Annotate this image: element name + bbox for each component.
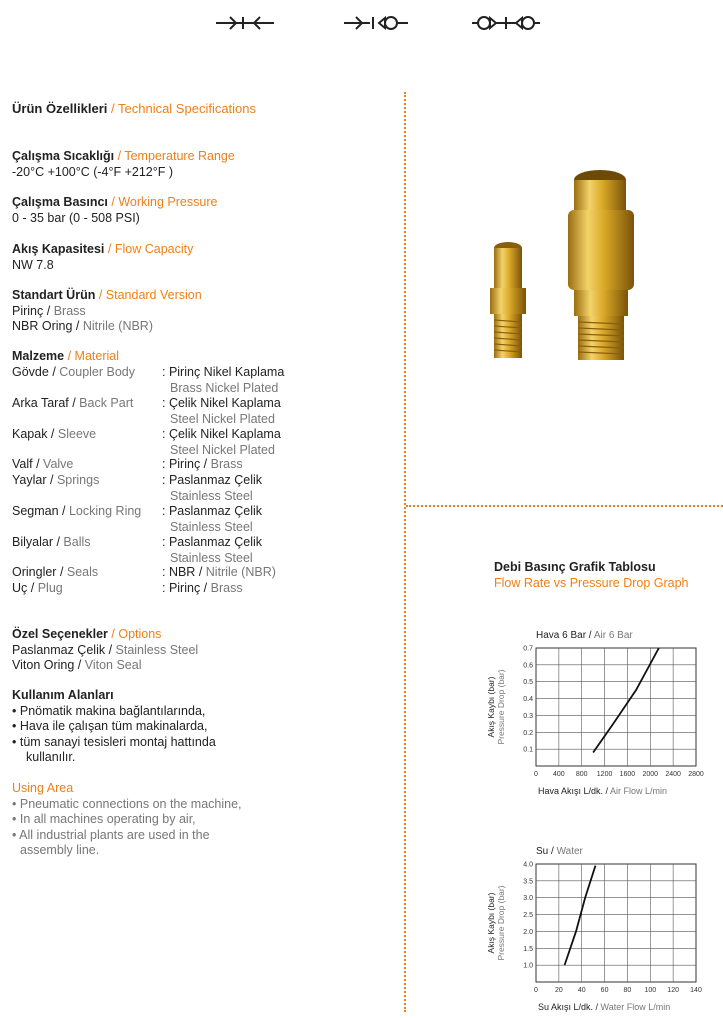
spec-title: Ürün Özellikleri / Technical Specifications xyxy=(12,101,257,116)
list-item: • Pneumatic connections on the machine, xyxy=(12,796,242,811)
x-tick-label: 0 xyxy=(534,987,538,994)
x-axis-label: Su Akışı L/dk. / Water Flow L/min xyxy=(538,1002,671,1012)
y-axis-label: Akış Kaybı (bar) xyxy=(486,676,496,738)
list-item: • In all machines operating by air, xyxy=(12,812,196,826)
x-tick-label: 1200 xyxy=(596,771,613,778)
x-tick-label: 2400 xyxy=(665,771,681,778)
x-tick-label: 40 xyxy=(577,987,586,994)
coupler-image xyxy=(568,170,634,360)
y-tick-label: 4.0 xyxy=(523,861,533,869)
standard-version-spec: Standart Ürün / Standard Version Pirinç / Brass NBR Oring / Nitrile (NBR) xyxy=(12,288,202,333)
product-image xyxy=(470,160,680,370)
plot-frame xyxy=(536,648,696,766)
coupling-symbols xyxy=(210,8,555,38)
y-tick-label: 0.4 xyxy=(523,696,533,704)
y-tick-label: 0.3 xyxy=(523,712,533,720)
list-item: • Pnömatik makina bağlantılarında, xyxy=(12,703,206,718)
y-tick-label: 2.5 xyxy=(523,912,533,920)
x-tick-label: 2000 xyxy=(642,771,659,778)
flow-spec: Akış Kapasitesi / Flow Capacity NW 7.8 xyxy=(12,242,194,272)
y-tick-label: 0.7 xyxy=(523,645,533,653)
y-tick-label: 0.1 xyxy=(523,746,533,754)
y-tick-label: 0.2 xyxy=(523,729,533,737)
list-item: kullanılır. xyxy=(26,750,76,764)
vertical-divider xyxy=(404,92,406,1012)
coupler-closed-symbol-icon xyxy=(344,17,408,29)
y-tick-label: 3.0 xyxy=(523,895,533,903)
options-spec: Özel Seçenekler / Options Paslanmaz Çelik / Stainless Steel Viton Oring / Viton Seal xyxy=(12,627,199,672)
x-tick-label: 140 xyxy=(690,987,702,994)
material-row: Yaylar / Springs : Paslanmaz Çelik Stainless Steel xyxy=(12,473,263,503)
x-tick-label: 0 xyxy=(534,771,538,778)
y-tick-label: 0.6 xyxy=(523,662,533,670)
coupler-plug-symbol-icon xyxy=(216,17,274,29)
y-axis-label: Pressure Drop (bar) xyxy=(496,669,506,745)
y-tick-label: 1.0 xyxy=(523,962,533,970)
x-tick-label: 1600 xyxy=(619,771,636,778)
list-item: assembly line. xyxy=(20,843,100,857)
x-tick-label: 800 xyxy=(575,771,588,778)
material-row: Arka Taraf / Back Part : Çelik Nikel Kaplama Steel Nickel Plated xyxy=(12,396,281,426)
y-tick-label: 3.5 xyxy=(523,878,533,886)
material-row: Uç / Plug : Pirinç / Brass xyxy=(12,581,243,595)
x-tick-label: 2800 xyxy=(688,771,704,778)
usage-tr: Kullanım Alanları • Pnömatik makina bağlantılarında, • Hava ile çalışan tüm makinalarda, • tüm sanayi tesisleri montaj hattında kullanılır. xyxy=(12,688,392,766)
plot-frame xyxy=(536,864,696,982)
list-item: • tüm sanayi tesisleri montaj hattında xyxy=(12,734,216,749)
material-row: Oringler / Seals : NBR / Nitrile (NBR) xyxy=(12,565,276,579)
plug-image xyxy=(490,242,526,358)
chart-title: Hava 6 Bar / Air 6 Bar xyxy=(536,630,633,641)
y-axis-label: Pressure Drop (bar) xyxy=(496,885,506,961)
x-tick-label: 120 xyxy=(667,987,679,994)
y-tick-label: 1.5 xyxy=(523,945,533,953)
x-tick-label: 100 xyxy=(644,987,657,994)
y-tick-label: 0.5 xyxy=(523,679,533,687)
material-row: Segman / Locking Ring : Paslanmaz Çelik Stainless Steel xyxy=(12,504,263,534)
material-row: Bilyalar / Balls : Paslanmaz Çelik Stainless Steel xyxy=(12,535,263,565)
air-flow-chart xyxy=(478,626,718,796)
list-item: • All industrial plants are used in the xyxy=(12,827,210,842)
material-row: Gövde / Coupler Body : Pirinç Nikel Kaplama Brass Nickel Plated xyxy=(12,365,285,395)
chart-title: Su / Water xyxy=(536,846,583,857)
x-tick-label: 60 xyxy=(600,987,609,994)
y-tick-label: 2.0 xyxy=(523,928,533,936)
usage-en: Using Area • Pneumatic connections on the machine, • In all machines operating by air, • All industrial plants are used in the assembly line. xyxy=(12,781,392,859)
water-flow-chart xyxy=(478,842,718,1012)
coupler-double-closed-symbol-icon xyxy=(472,17,540,29)
horizontal-divider xyxy=(406,505,723,507)
x-tick-label: 80 xyxy=(623,987,632,994)
material-row: Valf / Valve : Pirinç / Brass xyxy=(12,457,243,471)
temperature-spec: Çalışma Sıcaklığı / Temperature Range -20°C +100°C (-4°F +212°F ) xyxy=(12,149,235,179)
list-item: • Hava ile çalışan tüm makinalarda, xyxy=(12,719,208,733)
material-row: Kapak / Sleeve : Çelik Nikel Kaplama Steel Nickel Plated xyxy=(12,427,281,457)
graph-title: Debi Basınç Grafik Tablosu Flow Rate vs Pressure Drop Graph xyxy=(494,560,689,590)
x-tick-label: 20 xyxy=(554,987,563,994)
x-axis-label: Hava Akışı L/dk. / Air Flow L/min xyxy=(538,786,668,796)
material-heading: Malzeme / Material xyxy=(12,349,120,363)
y-axis-label: Akış Kaybı (bar) xyxy=(486,892,496,954)
x-tick-label: 400 xyxy=(553,771,565,778)
pressure-spec: Çalışma Basıncı / Working Pressure 0 - 35 bar (0 - 508 PSI) xyxy=(12,195,218,225)
series-line xyxy=(593,648,659,753)
